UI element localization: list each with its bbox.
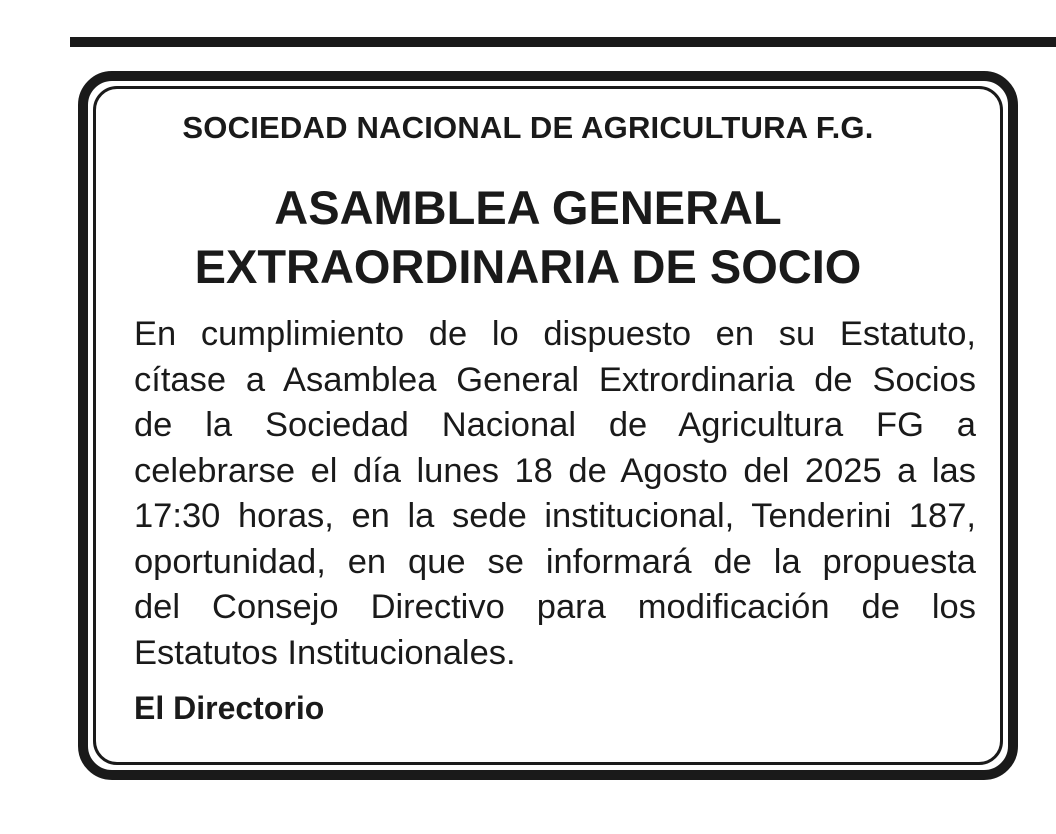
body-line-8: Estatutos Institucionales. — [134, 633, 516, 672]
body-line-2: cítase a Asamblea General Extrordinaria de Socios — [134, 360, 976, 399]
notice-headline — [0, 178, 1056, 296]
headline-line-1: ASAMBLEA GENERAL — [274, 181, 782, 234]
notice-body — [134, 312, 976, 676]
headline-line-2: EXTRAORDINARIA DE SOCIO — [194, 240, 862, 293]
body-line-7: del Consejo Directivo para modificación de los — [134, 588, 976, 626]
body-line-5: 17:30 horas, en la sede institucional, Tenderini 187, — [134, 497, 976, 535]
body-line-4: celebrarse el día lunes 18 de Agosto del 2025 a las — [134, 451, 976, 490]
body-line-3: de la Sociedad Nacional de Agricultura FG a — [134, 406, 976, 444]
body-line-1: En cumplimiento de lo dispuesto en su Estatuto, — [134, 315, 976, 353]
organization-name: SOCIEDAD NACIONAL DE AGRICULTURA F.G. — [182, 110, 874, 145]
top-rule-divider — [70, 37, 1056, 47]
body-line-6: oportunidad, en que se informará de la propuesta — [134, 542, 976, 581]
signature: El Directorio — [134, 690, 325, 726]
